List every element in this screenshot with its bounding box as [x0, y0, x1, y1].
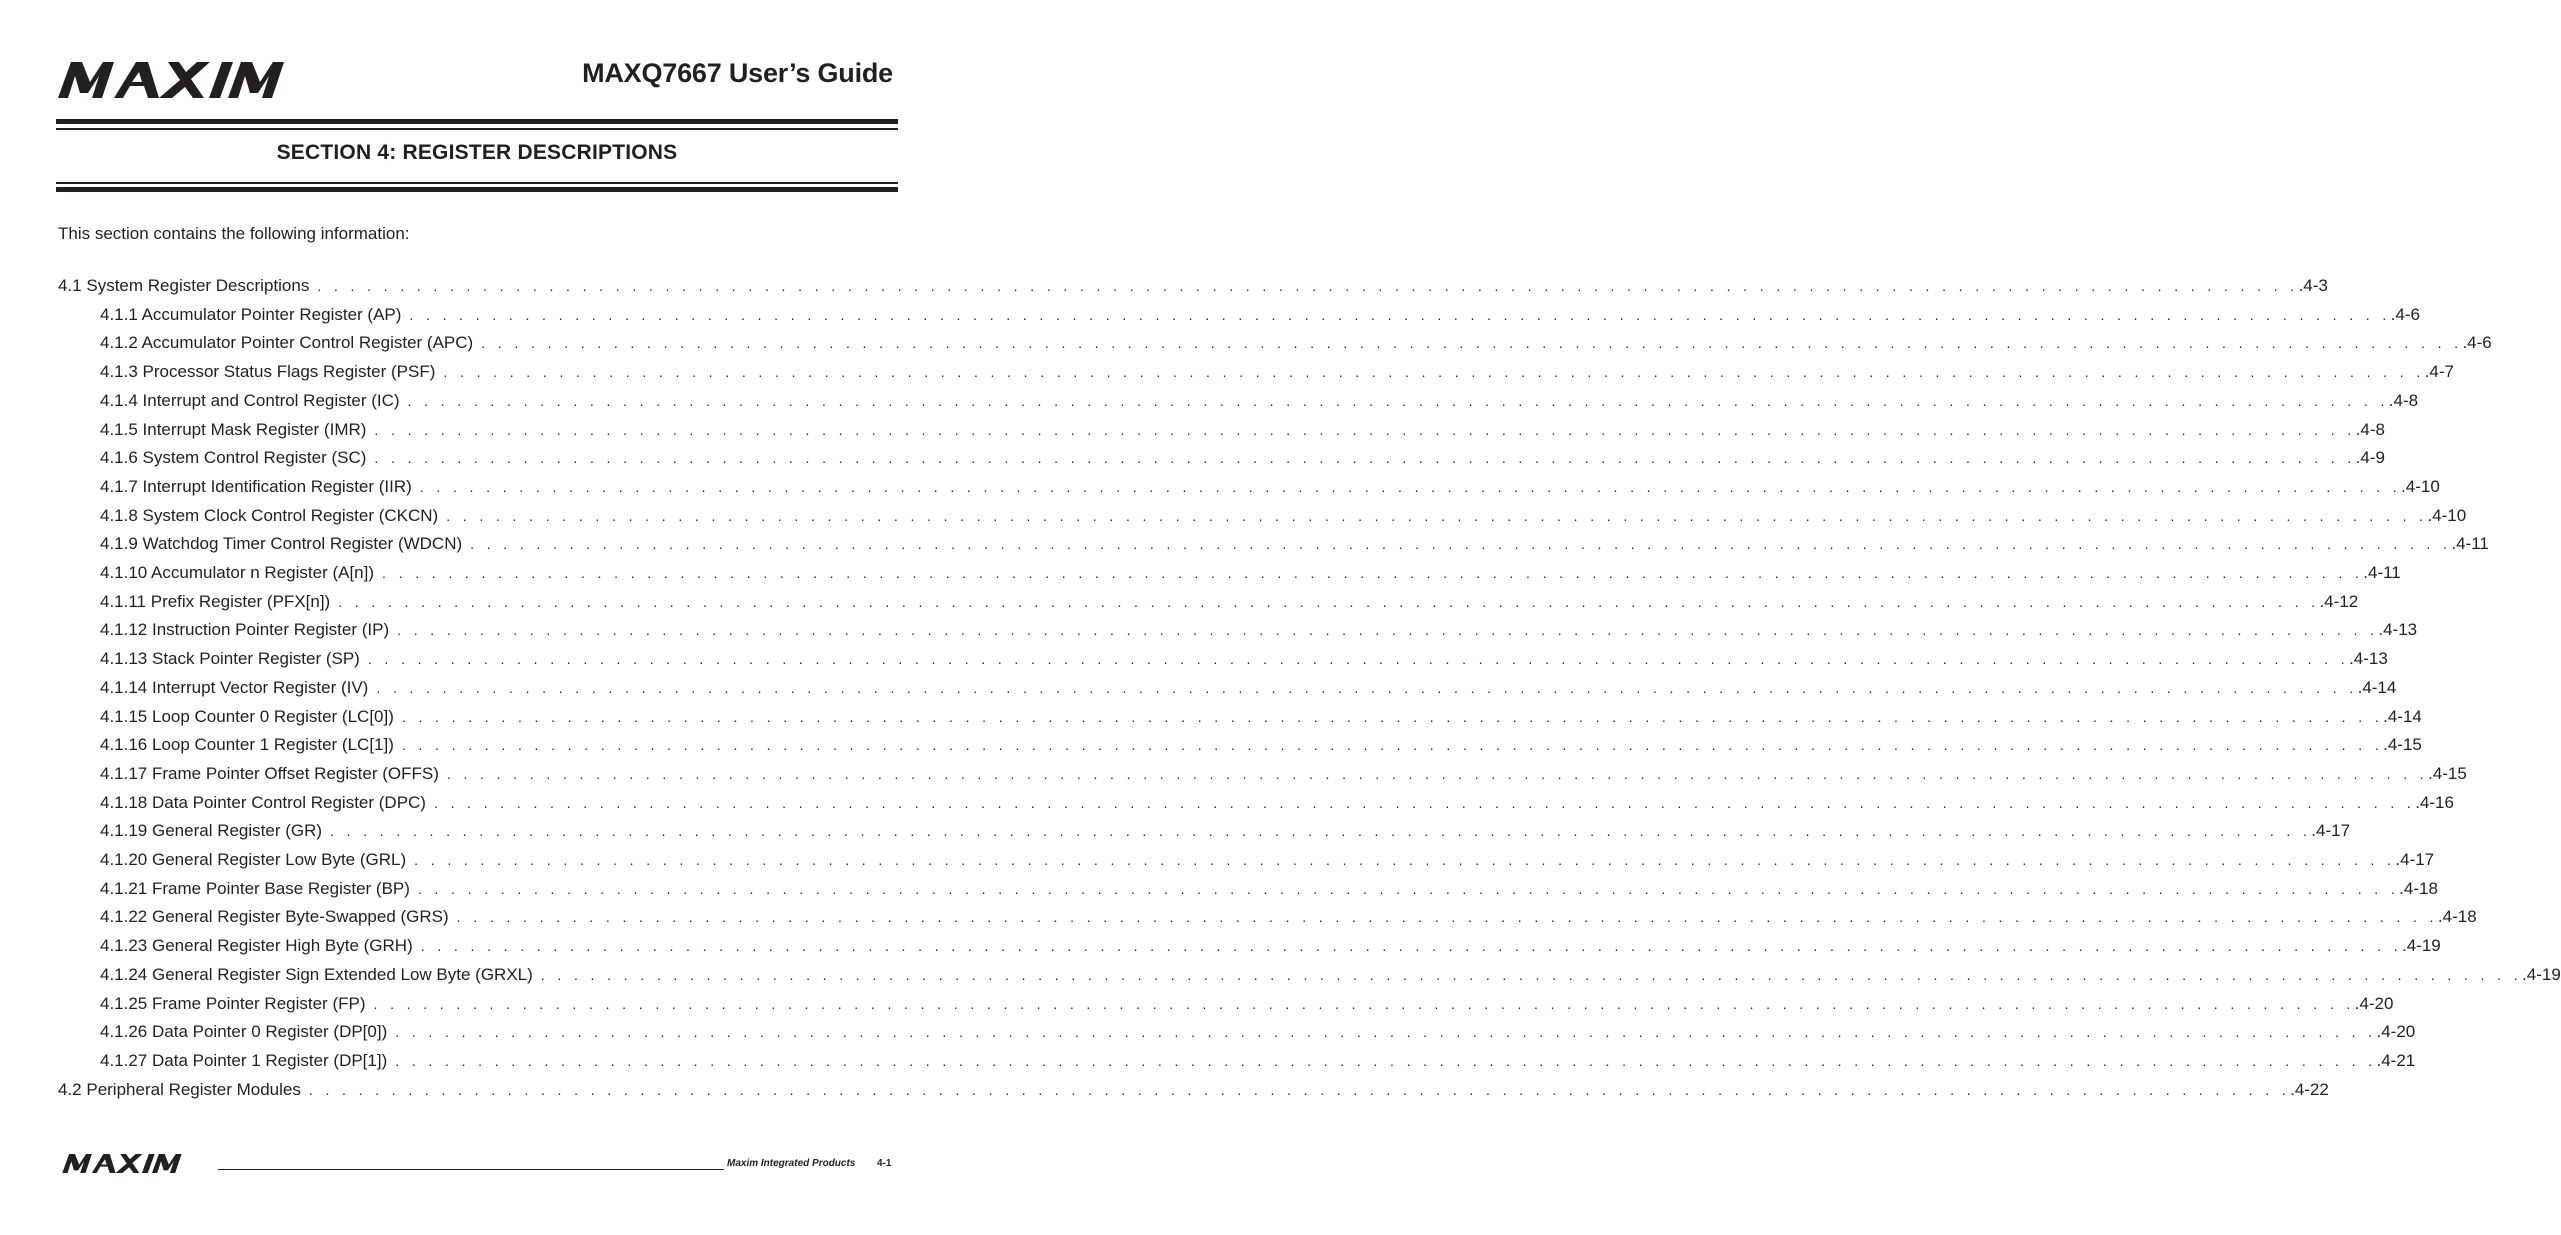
toc-entry-page: .4-13: [2378, 620, 2418, 639]
toc-leader-dots: . . . . . . . . . . . . . . . . . . . . . . . . . . . . . . . . . . . . . . . . . . . . . . . . . . . . . . . . . . . . . . . . . . . . . . . . . . . . . . . . . . . . . . . . . . . . . . . . . . . . . . . . . . . . . . . . . . . . . . . .: [401, 737, 2384, 753]
toc-entry-label: 4.2 Peripheral Register Modules: [58, 1080, 301, 1099]
toc-entry-page: .4-10: [2401, 477, 2440, 496]
toc-entry[interactable]: [100, 563, 2401, 591]
toc-entry-page: .4-17: [2311, 821, 2351, 840]
toc-leader-dots: . . . . . . . . . . . . . . . . . . . . . . . . . . . . . . . . . . . . . . . . . . . . . . . . . . . . . . . . . . . . . . . . . . . . . . . . . . . . . . . . . . . . . . . . . . . . . . . . . . . . . . . . . . . . . . . . . . . . . . . .: [446, 766, 2429, 782]
section-rule-thin: [56, 182, 898, 184]
toc-entry-label: 4.1.3 Processor Status Flags Register (PSF): [100, 362, 436, 381]
toc-entry-page: .4-21: [2376, 1051, 2416, 1070]
toc-entry-label: 4.1.24 General Register Sign Extended Low Byte (GRXL): [100, 965, 533, 984]
toc-leader-dots: . . . . . . . . . . . . . . . . . . . . . . . . . . . . . . . . . . . . . . . . . . . . . . . . . . . . . . . . . . . . . . . . . . . . . . . . . . . . . . . . . . . . . . . . . . . . . . . . . . . . . . . . . . . . . . . . . . . . . . . .: [401, 709, 2384, 725]
toc-entry-label: 4.1.16 Loop Counter 1 Register (LC[1]): [100, 735, 394, 754]
toc-leader-dots: . . . . . . . . . . . . . . . . . . . . . . . . . . . . . . . . . . . . . . . . . . . . . . . . . . . . . . . . . . . . . . . . . . . . . . . . . . . . . . . . . . . . . . . . . . . . . . . . . . . . . . . . . . . . . . . . . . . . . . . .: [367, 651, 2350, 667]
toc-entry-page: .4-13: [2349, 649, 2388, 668]
toc-entry[interactable]: [100, 305, 2420, 333]
toc-entry-label: 4.1.26 Data Pointer 0 Register (DP[0]): [100, 1022, 388, 1041]
toc-entry-page: .4-8: [2388, 391, 2419, 410]
toc-entry[interactable]: [100, 735, 2422, 763]
toc-entry-page: .4-3: [2298, 276, 2328, 295]
toc-entry[interactable]: [100, 506, 2467, 534]
toc-entry-page: .4-15: [2428, 764, 2467, 783]
toc-entry-label: 4.1.6 System Control Register (SC): [100, 448, 367, 467]
toc-entry[interactable]: [100, 448, 2385, 476]
toc-entry-label: 4.1.20 General Register Low Byte (GRL): [100, 850, 407, 869]
toc-entry-page: .4-19: [2522, 965, 2561, 984]
toc-leader-dots: . . . . . . . . . . . . . . . . . . . . . . . . . . . . . . . . . . . . . . . . . . . . . . . . . . . . . . . . . . . . . . . . . . . . . . . . . . . . . . . . . . . . . . . . . . . . . . . . . . . . . . . . . . . . . . . . . . . . . . . .: [376, 680, 2358, 696]
toc-entry-page: .4-14: [2357, 678, 2397, 697]
toc-entry-page: .4-12: [2319, 592, 2359, 611]
toc-entry[interactable]: [100, 1051, 2416, 1079]
toc-leader-dots: . . . . . . . . . . . . . . . . . . . . . . . . . . . . . . . . . . . . . . . . . . . . . . . . . . . . . . . . . . . . . . . . . . . . . . . . . . . . . . . . . . . . . . . . . . . . . . . . . . . . . . . . . . . . . . . . . . . . . . . .: [443, 364, 2425, 380]
toc-leader-dots: . . . . . . . . . . . . . . . . . . . . . . . . . . . . . . . . . . . . . . . . . . . . . . . . . . . . . . . . . . . . . . . . . . . . . . . . . . . . . . . . . . . . . . . . . . . . . . . . . . . . . . . . . . . . . . . . . . . . . . . .: [446, 508, 2428, 524]
toc-entry-page: .4-10: [2427, 506, 2467, 525]
toc-entry[interactable]: [100, 420, 2385, 448]
toc-leader-dots: . . . . . . . . . . . . . . . . . . . . . . . . . . . . . . . . . . . . . . . . . . . . . . . . . . . . . . . . . . . . . . . . . . . . . . . . . . . . . . . . . . . . . . . . . . . . . . . . . . . . . . . . . . . . . . . . . . . . . . . .: [374, 422, 2356, 438]
toc-entry-label: 4.1.2 Accumulator Pointer Control Register (APC): [100, 333, 474, 352]
toc-entry-page: .4-6: [2390, 305, 2420, 324]
toc-entry-label: 4.1.25 Frame Pointer Register (FP): [100, 994, 366, 1013]
toc-entry-page: .4-19: [2401, 936, 2441, 955]
toc-leader-dots: . . . . . . . . . . . . . . . . . . . . . . . . . . . . . . . . . . . . . . . . . . . . . . . . . . . . . . . . . . . . . . . . . . . . . . . . . . . . . . . . . . . . . . . . . . . . . . . . . . . . . . . . . . . . . . . . . . . . . . . .: [407, 393, 2389, 409]
toc-entry[interactable]: [100, 879, 2438, 907]
toc-entry-label: 4.1.13 Stack Pointer Register (SP): [100, 649, 360, 668]
toc-entry[interactable]: [100, 707, 2422, 735]
toc-entry-page: .4-16: [2415, 793, 2454, 812]
toc-entry-page: .4-20: [2354, 994, 2394, 1013]
toc-entry[interactable]: [100, 477, 2440, 505]
toc-entry-label: 4.1.12 Instruction Pointer Register (IP): [100, 620, 390, 639]
toc-entry[interactable]: [100, 1022, 2416, 1050]
toc-entry-page: .4-14: [2383, 707, 2422, 726]
toc-leader-dots: . . . . . . . . . . . . . . . . . . . . . . . . . . . . . . . . . . . . . . . . . . . . . . . . . . . . . . . . . . . . . . . . . . . . . . . . . . . . . . . . . . . . . . . . . . . . . . . . . . . . . . . . . . . . . . . . . . . . . . . .: [317, 278, 2299, 294]
maxim-footer-logo: [58, 1154, 208, 1173]
toc-entry-page: .4-18: [2437, 907, 2477, 926]
toc-entry[interactable]: [100, 391, 2419, 419]
toc-entry-label: 4.1 System Register Descriptions: [58, 276, 310, 295]
toc-entry-label: 4.1.4 Interrupt and Control Register (IC): [100, 391, 400, 410]
toc-entry-page: .4-11: [2363, 563, 2401, 582]
toc-entry[interactable]: [100, 850, 2435, 878]
toc-entry-label: 4.1.23 General Register High Byte (GRH): [100, 936, 413, 955]
toc-leader-dots: . . . . . . . . . . . . . . . . . . . . . . . . . . . . . . . . . . . . . . . . . . . . . . . . . . . . . . . . . . . . . . . . . . . . . . . . . . . . . . . . . . . . . . . . . . . . . . . . . . . . . . . . . . . . . . . . . . . . . . . .: [308, 1082, 2291, 1098]
toc-entry-label: 4.1.1 Accumulator Pointer Register (AP): [100, 305, 402, 324]
section-title: SECTION 4: REGISTER DESCRIPTIONS: [276, 141, 678, 164]
toc-leader-dots: . . . . . . . . . . . . . . . . . . . . . . . . . . . . . . . . . . . . . . . . . . . . . . . . . . . . . . . . . . . . . . . . . . . . . . . . . . . . . . . . . . . . . . . . . . . . . . . . . . . . . . . . . . . . . . . . . . . . . . . .: [456, 909, 2438, 925]
toc-leader-dots: . . . . . . . . . . . . . . . . . . . . . . . . . . . . . . . . . . . . . . . . . . . . . . . . . . . . . . . . . . . . . . . . . . . . . . . . . . . . . . . . . . . . . . . . . . . . . . . . . . . . . . . . . . . . . . . . . . . . . . . .: [433, 795, 2416, 811]
toc-entry[interactable]: [100, 649, 2388, 677]
toc-leader-dots: . . . . . . . . . . . . . . . . . . . . . . . . . . . . . . . . . . . . . . . . . . . . . . . . . . . . . . . . . . . . . . . . . . . . . . . . . . . . . . . . . . . . . . . . . . . . . . . . . . . . . . . . . . . . . . . . . . . . . . . .: [338, 594, 2320, 610]
toc-leader-dots: . . . . . . . . . . . . . . . . . . . . . . . . . . . . . . . . . . . . . . . . . . . . . . . . . . . . . . . . . . . . . . . . . . . . . . . . . . . . . . . . . . . . . . . . . . . . . . . . . . . . . . . . . . . . . . . . . . . . . . . .: [395, 1024, 2377, 1040]
toc-entry-label: 4.1.10 Accumulator n Register (A[n]): [100, 563, 375, 582]
toc-entry-page: .4-15: [2383, 735, 2422, 754]
toc-leader-dots: . . . . . . . . . . . . . . . . . . . . . . . . . . . . . . . . . . . . . . . . . . . . . . . . . . . . . . . . . . . . . . . . . . . . . . . . . . . . . . . . . . . . . . . . . . . . . . . . . . . . . . . . . . . . . . . . . . . . . . . .: [417, 881, 2400, 897]
toc-entry-page: .4-6: [2462, 333, 2492, 352]
toc-entry[interactable]: [100, 620, 2418, 648]
toc-entry-page: .4-9: [2355, 448, 2385, 467]
intro-text: This section contains the following information:: [58, 224, 410, 243]
toc-entry-label: 4.1.11 Prefix Register (PFX[n]): [100, 592, 331, 611]
toc-entry[interactable]: [100, 965, 2561, 993]
toc-entry-page: .4-7: [2424, 362, 2454, 381]
toc-entry-label: 4.1.21 Frame Pointer Base Register (BP): [100, 879, 410, 898]
toc-entry[interactable]: [100, 821, 2351, 849]
toc-entry-label: 4.1.19 General Register (GR): [100, 821, 323, 840]
toc-leader-dots: . . . . . . . . . . . . . . . . . . . . . . . . . . . . . . . . . . . . . . . . . . . . . . . . . . . . . . . . . . . . . . . . . . . . . . . . . . . . . . . . . . . . . . . . . . . . . . . . . . . . . . . . . . . . . . . . . . . . . . . .: [409, 307, 2391, 323]
toc-entry-page: .4-11: [2451, 534, 2489, 553]
toc-entry-label: 4.1.15 Loop Counter 0 Register (LC[0]): [100, 707, 394, 726]
toc-entry[interactable]: [100, 764, 2467, 792]
toc-leader-dots: . . . . . . . . . . . . . . . . . . . . . . . . . . . . . . . . . . . . . . . . . . . . . . . . . . . . . . . . . . . . . . . . . . . . . . . . . . . . . . . . . . . . . . . . . . . . . . . . . . . . . . . . . . . . . . . . . . . . . . . .: [414, 852, 2396, 868]
guide-title: MAXQ7667 User’s Guide: [582, 58, 893, 88]
toc-entry-label: 4.1.9 Watchdog Timer Control Register (WDCN): [100, 534, 463, 553]
toc-leader-dots: . . . . . . . . . . . . . . . . . . . . . . . . . . . . . . . . . . . . . . . . . . . . . . . . . . . . . . . . . . . . . . . . . . . . . . . . . . . . . . . . . . . . . . . . . . . . . . . . . . . . . . . . . . . . . . . . . . . . . . . .: [540, 967, 2523, 983]
toc-leader-dots: . . . . . . . . . . . . . . . . . . . . . . . . . . . . . . . . . . . . . . . . . . . . . . . . . . . . . . . . . . . . . . . . . . . . . . . . . . . . . . . . . . . . . . . . . . . . . . . . . . . . . . . . . . . . . . . . . . . . . . . .: [419, 479, 2402, 495]
header-rule-thin: [56, 128, 898, 130]
toc-entry[interactable]: [100, 333, 2492, 361]
toc-entry-label: 4.1.7 Interrupt Identification Register (IIR): [100, 477, 412, 496]
toc-leader-dots: . . . . . . . . . . . . . . . . . . . . . . . . . . . . . . . . . . . . . . . . . . . . . . . . . . . . . . . . . . . . . . . . . . . . . . . . . . . . . . . . . . . . . . . . . . . . . . . . . . . . . . . . . . . . . . . . . . . . . . . .: [481, 335, 2463, 351]
footer-rule: [218, 1169, 724, 1170]
toc-entry-label: 4.1.18 Data Pointer Control Register (DPC): [100, 793, 426, 812]
toc-entry[interactable]: [100, 534, 2489, 562]
toc-entry-page: .4-18: [2399, 879, 2438, 898]
toc-entry-page: .4-8: [2355, 420, 2385, 439]
toc-entry[interactable]: [58, 276, 2328, 304]
toc-leader-dots: . . . . . . . . . . . . . . . . . . . . . . . . . . . . . . . . . . . . . . . . . . . . . . . . . . . . . . . . . . . . . . . . . . . . . . . . . . . . . . . . . . . . . . . . . . . . . . . . . . . . . . . . . . . . . . . . . . . . . . . .: [420, 938, 2402, 954]
toc-entry[interactable]: [58, 1080, 2329, 1108]
toc-leader-dots: . . . . . . . . . . . . . . . . . . . . . . . . . . . . . . . . . . . . . . . . . . . . . . . . . . . . . . . . . . . . . . . . . . . . . . . . . . . . . . . . . . . . . . . . . . . . . . . . . . . . . . . . . . . . . . . . . . . . . . . .: [382, 565, 2364, 581]
toc-entry[interactable]: [100, 793, 2454, 821]
toc-entry-label: 4.1.22 General Register Byte-Swapped (GRS): [100, 907, 449, 926]
header-rule-thick: [56, 119, 898, 124]
toc-leader-dots: . . . . . . . . . . . . . . . . . . . . . . . . . . . . . . . . . . . . . . . . . . . . . . . . . . . . . . . . . . . . . . . . . . . . . . . . . . . . . . . . . . . . . . . . . . . . . . . . . . . . . . . . . . . . . . . . . . . . . . . .: [374, 450, 2356, 466]
footer-page-number: 4-1: [877, 1158, 892, 1169]
toc-entry[interactable]: [100, 907, 2477, 935]
maxim-logo: [58, 62, 326, 98]
toc-leader-dots: . . . . . . . . . . . . . . . . . . . . . . . . . . . . . . . . . . . . . . . . . . . . . . . . . . . . . . . . . . . . . . . . . . . . . . . . . . . . . . . . . . . . . . . . . . . . . . . . . . . . . . . . . . . . . . . . . . . . . . . .: [397, 622, 2379, 638]
toc-entry-page: .4-22: [2290, 1080, 2329, 1099]
toc-leader-dots: . . . . . . . . . . . . . . . . . . . . . . . . . . . . . . . . . . . . . . . . . . . . . . . . . . . . . . . . . . . . . . . . . . . . . . . . . . . . . . . . . . . . . . . . . . . . . . . . . . . . . . . . . . . . . . . . . . . . . . . .: [373, 996, 2355, 1012]
toc-entry-page: .4-17: [2395, 850, 2435, 869]
footer-company: Maxim Integrated Products: [727, 1158, 856, 1169]
toc-entry-label: 4.1.14 Interrupt Vector Register (IV): [100, 678, 369, 697]
toc-entry-label: 4.1.17 Frame Pointer Offset Register (OFFS): [100, 764, 439, 783]
toc-entry-label: 4.1.8 System Clock Control Register (CKCN): [100, 506, 439, 525]
toc-leader-dots: . . . . . . . . . . . . . . . . . . . . . . . . . . . . . . . . . . . . . . . . . . . . . . . . . . . . . . . . . . . . . . . . . . . . . . . . . . . . . . . . . . . . . . . . . . . . . . . . . . . . . . . . . . . . . . . . . . . . . . . .: [470, 536, 2452, 552]
toc-leader-dots: . . . . . . . . . . . . . . . . . . . . . . . . . . . . . . . . . . . . . . . . . . . . . . . . . . . . . . . . . . . . . . . . . . . . . . . . . . . . . . . . . . . . . . . . . . . . . . . . . . . . . . . . . . . . . . . . . . . . . . . .: [330, 823, 2312, 839]
toc-leader-dots: . . . . . . . . . . . . . . . . . . . . . . . . . . . . . . . . . . . . . . . . . . . . . . . . . . . . . . . . . . . . . . . . . . . . . . . . . . . . . . . . . . . . . . . . . . . . . . . . . . . . . . . . . . . . . . . . . . . . . . . .: [395, 1053, 2377, 1069]
toc-entry[interactable]: [100, 592, 2359, 620]
toc-entry[interactable]: [100, 678, 2397, 706]
toc-entry-page: .4-20: [2376, 1022, 2416, 1041]
toc-entry[interactable]: [100, 362, 2454, 390]
toc-entry[interactable]: [100, 994, 2394, 1022]
toc-entry-label: 4.1.5 Interrupt Mask Register (IMR): [100, 420, 367, 439]
toc-entry[interactable]: [100, 936, 2441, 964]
toc-entry-label: 4.1.27 Data Pointer 1 Register (DP[1]): [100, 1051, 388, 1070]
section-rule-thick: [56, 187, 898, 192]
